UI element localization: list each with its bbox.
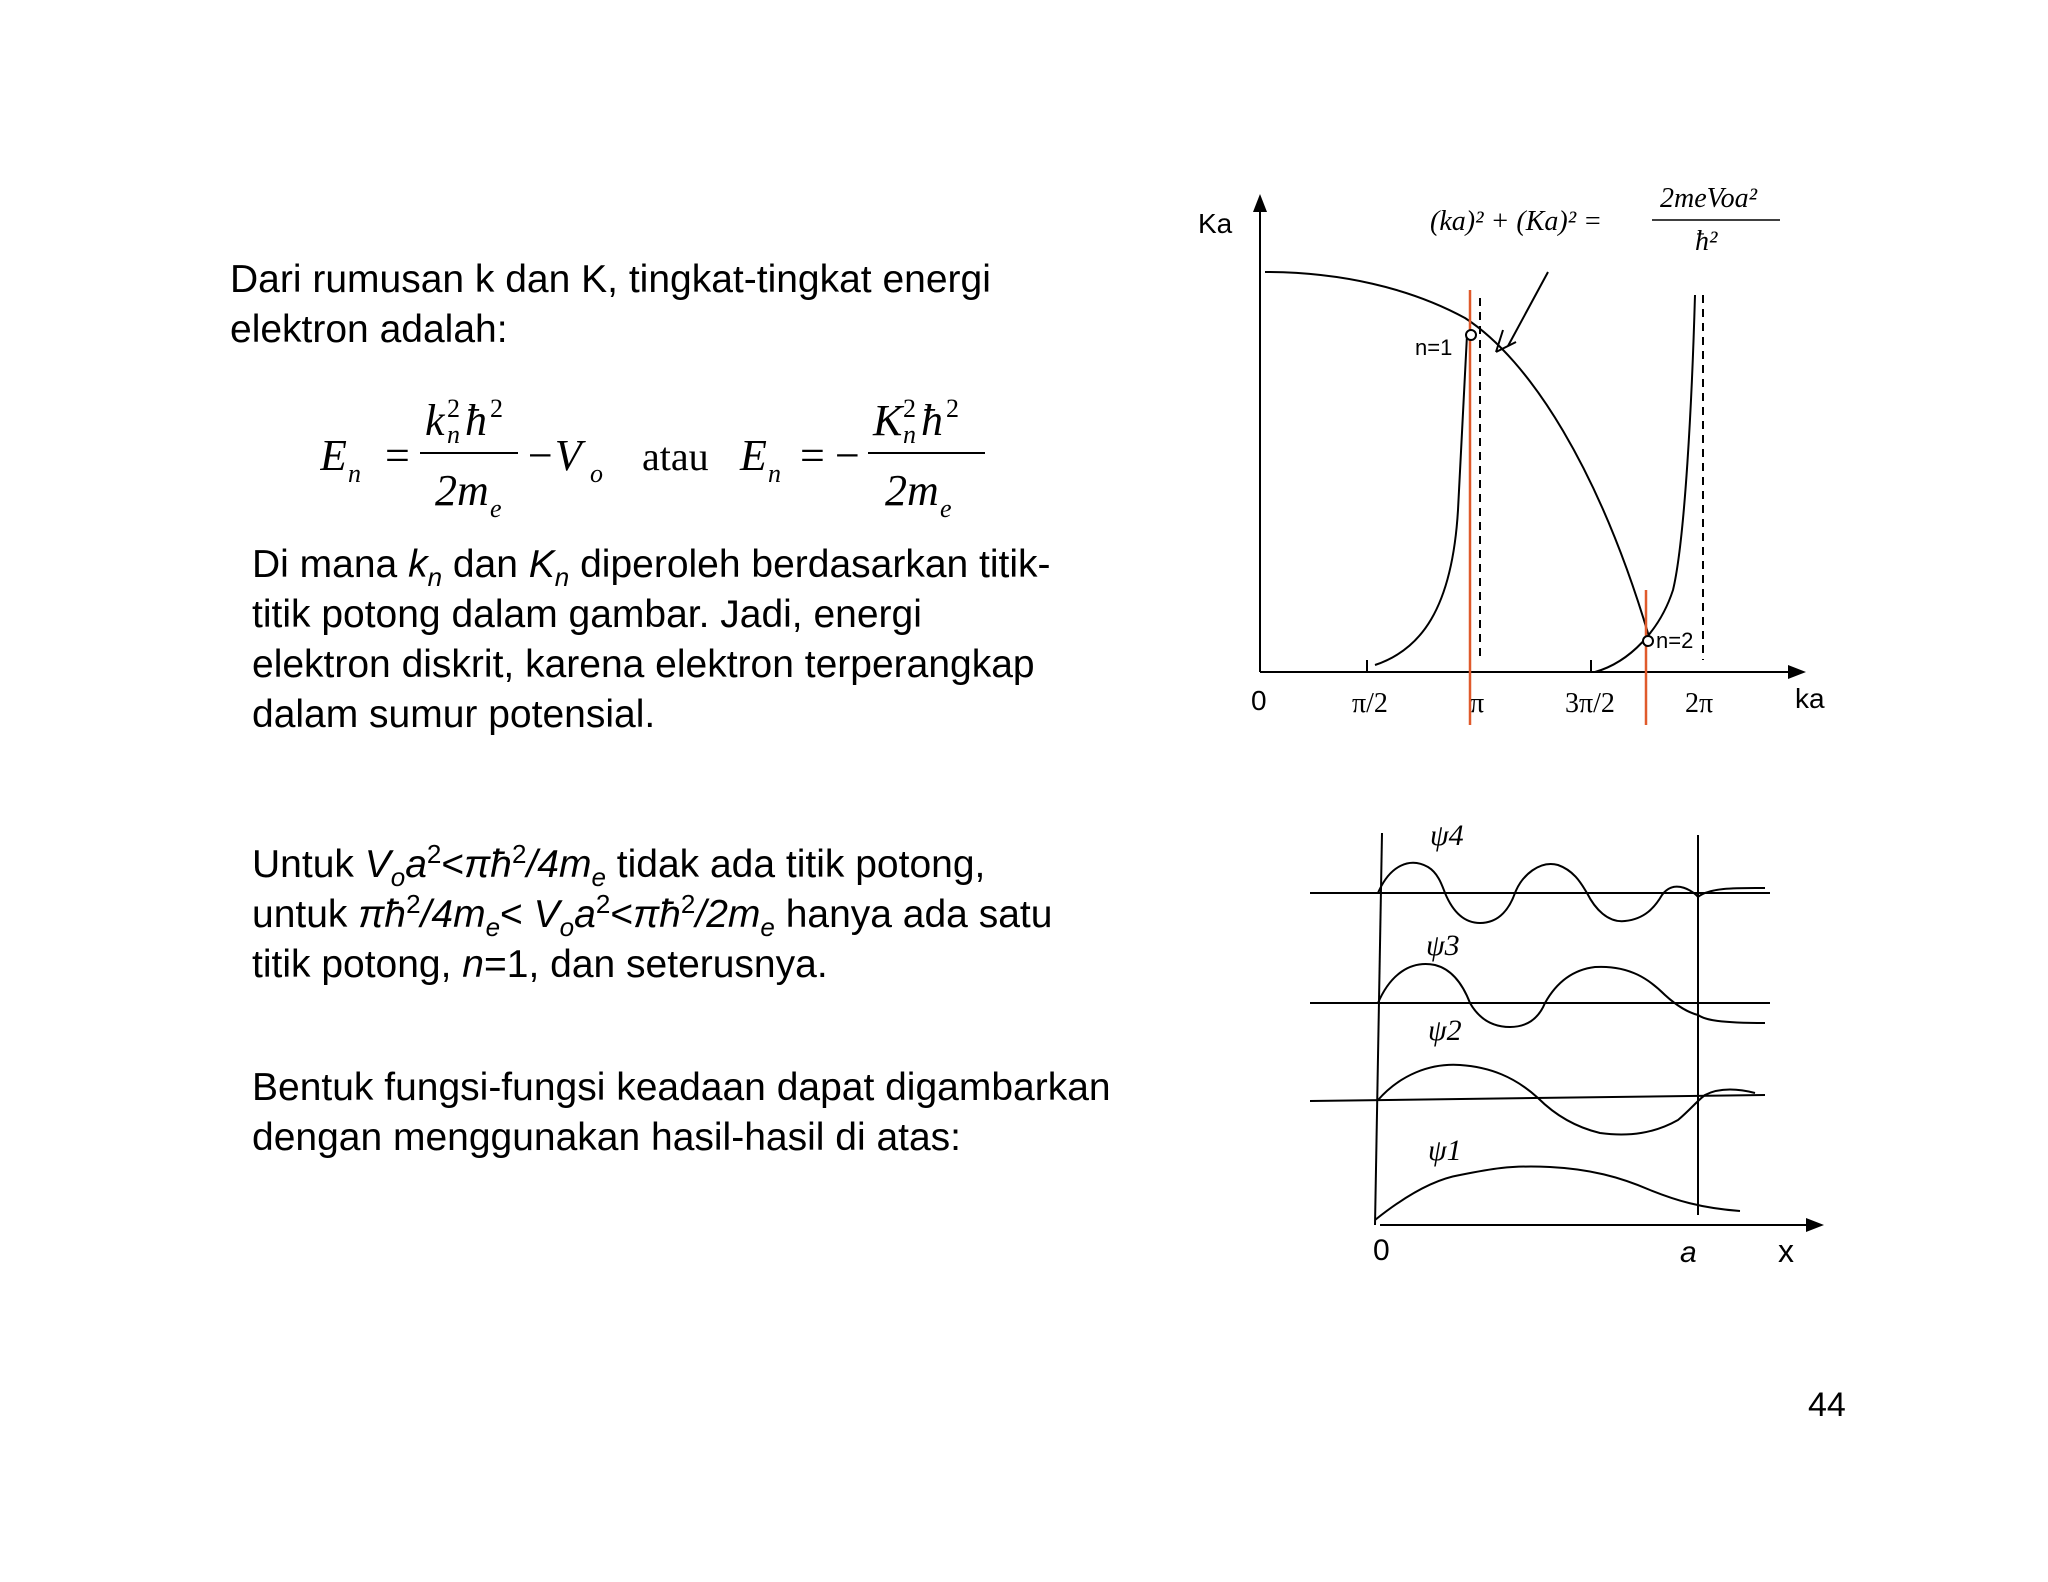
intro-line-2: elektron adalah: — [230, 308, 508, 351]
eq-equals-1: = — [385, 431, 410, 480]
eq-negative-sign: − — [835, 431, 860, 480]
eq-equals-2: = — [800, 431, 825, 480]
tick-label-pi: π — [1470, 688, 1485, 719]
condition-line-1: Untuk $V_oa^2<\pi ħ^2/4m_e$ tidak ada titik potong, — [252, 839, 986, 892]
tick-label-pi-half: π/2 — [1352, 688, 1388, 719]
psi1-label: ψ1 — [1428, 1134, 1462, 1167]
eq-hbar-sup-2: 2 — [946, 395, 959, 423]
eq-k-numerator: k — [425, 396, 445, 445]
equation-pointer-line — [1508, 272, 1548, 346]
explanation-line-4: dalam sumur potensial. — [252, 693, 656, 736]
eq-lhs-e-2: E — [740, 431, 767, 480]
x-axis-label: ka — [1795, 683, 1825, 714]
label-n2: n=2 — [1656, 628, 1694, 653]
psi2-label: ψ2 — [1428, 1014, 1462, 1047]
equation-pointer-arrowhead — [1496, 330, 1516, 352]
eq-lhs-e: E — [320, 431, 347, 480]
explanation-line-1: Di mana $k_n$ dan $K_n$ diperoleh berdasarkan titik- — [252, 543, 1051, 592]
label-n1: n=1 — [1415, 335, 1453, 360]
explanation-paragraph — [252, 540, 1051, 740]
eq-minus-v: −V — [525, 431, 582, 480]
wavefunction-line-1: Bentuk fungsi-fungsi keadaan dapat digambarkan — [252, 1066, 1111, 1109]
tick-label-2pi: 2π — [1685, 688, 1714, 719]
explanation-line-2: titik potong dalam gambar. Jadi, energi — [252, 593, 922, 636]
condition-paragraph — [252, 840, 1052, 990]
x-axis-arrowhead — [1788, 665, 1806, 679]
intro-paragraph — [230, 255, 991, 355]
eq-denominator-1: 2m — [435, 466, 489, 515]
x-axis-arrowhead — [1806, 1218, 1824, 1232]
eq-hbar-2: ħ — [921, 396, 943, 445]
condition-line-3: titik potong, n=1, dan seterusnya. — [252, 943, 828, 986]
origin-label: 0 — [1373, 1234, 1390, 1267]
y-axis-arrowhead — [1253, 194, 1267, 212]
tick-label-0: 0 — [1251, 685, 1267, 716]
tick-label-3pi-half: 3π/2 — [1565, 688, 1615, 719]
a-label: a — [1680, 1236, 1697, 1269]
wavefunction-paragraph — [252, 1063, 1111, 1163]
psi4-label: ψ4 — [1430, 819, 1464, 852]
psi1-curve — [1375, 1166, 1740, 1220]
intersection-point-n2 — [1643, 636, 1653, 646]
explanation-line-3: elektron diskrit, karena elektron terperangkap — [252, 643, 1035, 686]
branch-curve-1 — [1375, 335, 1467, 665]
eq-atau: atau — [642, 434, 709, 479]
eq-K-sub: n — [903, 420, 916, 449]
eq-denominator-2: 2m — [885, 466, 939, 515]
eq-lhs-sub: n — [348, 459, 361, 488]
intersection-point-n1 — [1466, 330, 1476, 340]
condition-line-2: untuk $\pi ħ^2/4m_e<$ $V_oa^2<\pi ħ^2/2m_e$ hanya ada satu — [252, 889, 1053, 942]
eq-K-sup: 2 — [903, 395, 916, 423]
eq-v-sub: o — [590, 459, 603, 488]
energy-equation — [320, 395, 1020, 530]
eq-hbar-1: ħ — [465, 396, 487, 445]
page-number: 44 — [1808, 1386, 1846, 1424]
wavefunction-line-2: dengan menggunakan hasil-hasil di atas: — [252, 1116, 961, 1159]
intersection-diagram — [1190, 170, 1850, 730]
eq-lhs-sub-2: n — [768, 459, 781, 488]
y-axis-label: Ka — [1198, 208, 1233, 239]
eq-hbar-sup-1: 2 — [490, 395, 503, 423]
eq-K-numerator: K — [873, 396, 903, 445]
intro-line-1: Dari rumusan k dan K, tingkat-tingkat energi — [230, 258, 991, 301]
wavefunction-diagram — [1300, 815, 1860, 1275]
circle-equation-lhs: (ka)² + (Ka)² = — [1430, 206, 1602, 237]
eq-den-sub-1: e — [490, 494, 502, 523]
circle-equation-numerator: 2meVoa² — [1660, 183, 1758, 214]
circle-equation-denominator: ħ² — [1695, 226, 1718, 257]
circle-arc-curve — [1265, 272, 1650, 640]
eq-k-sub: n — [447, 420, 460, 449]
eq-den-sub-2: e — [940, 494, 952, 523]
eq-k-sup: 2 — [447, 395, 460, 423]
psi3-label: ψ3 — [1426, 929, 1460, 962]
x-label: x — [1778, 1233, 1794, 1269]
